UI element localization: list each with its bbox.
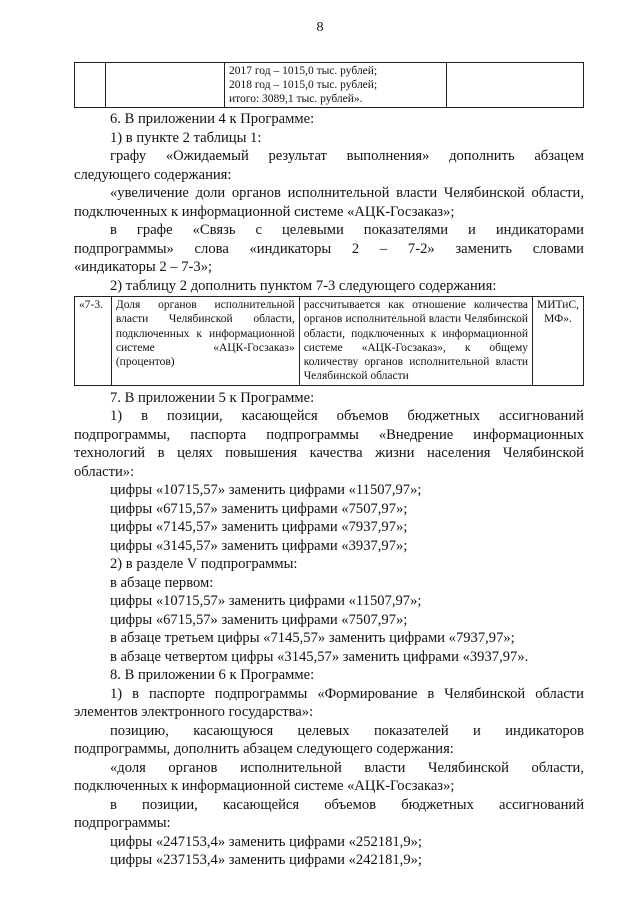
funding-table-values xyxy=(225,63,447,108)
paragraph: цифры «247153,4» заменить цифрами «252181,9»; xyxy=(110,833,422,850)
page-number: 8 xyxy=(316,20,324,35)
paragraph: цифры «10715,57» заменить цифрами «11507,97»; xyxy=(110,482,422,499)
paragraph-line: 1) в позиции, касающейся объемов бюджетных ассигнований xyxy=(110,408,584,425)
paragraph: 2) в разделе V подпрограммы: xyxy=(110,556,298,573)
paragraph: цифры «237153,4» заменить цифрами «242181,9»; xyxy=(110,852,422,869)
paragraph-line: «увеличение доли органов исполнительной власти Челябинской области, xyxy=(110,185,584,201)
paragraph-line: подпрограммы, паспорта подпрограммы «Внедрение информационных xyxy=(74,426,584,443)
paragraph-line: в позиции, касающейся объемов бюджетных ассигнований xyxy=(110,796,584,813)
indicator-number: «7-3. xyxy=(75,297,112,386)
funding-table-col-2 xyxy=(106,63,225,108)
paragraph-line: подпрограммы» слова «индикаторы 2 – 7-2» заменить словами xyxy=(74,240,584,257)
paragraph-line: подключенных к информационной системе «АЦК-Госзаказ»; xyxy=(74,778,455,795)
indicator-7-3-table xyxy=(74,296,584,386)
paragraph-line: элементов электронного государства»: xyxy=(74,704,314,721)
paragraph-line: позицию, касающуюся целевых показателей и индикаторов xyxy=(110,722,584,739)
funding-line: 2017 год – 1015,0 тыс. рублей; xyxy=(229,65,378,77)
paragraph-line: в графе «Связь с целевыми показателями и индикаторами xyxy=(110,222,584,238)
paragraph: 6. В приложении 4 к Программе: xyxy=(110,111,315,127)
paragraph-line: следующего содержания: xyxy=(74,166,232,183)
paragraph-line: подключенных к информационной системе «АЦК-Госзаказ»; xyxy=(74,203,455,220)
paragraph: цифры «3145,57» заменить цифрами «3937,97»; xyxy=(110,537,408,554)
funding-line: итого: 3089,1 тыс. рублей». xyxy=(229,93,363,105)
paragraph: в абзаце четвертом цифры «3145,57» заменить цифрами «3937,97». xyxy=(110,648,529,665)
funding-table-col-1 xyxy=(75,63,106,108)
document-body xyxy=(74,62,584,870)
paragraph: цифры «7145,57» заменить цифрами «7937,97»; xyxy=(110,519,408,536)
paragraph: в абзаце третьем цифры «7145,57» заменить цифрами «7937,97»; xyxy=(110,630,515,647)
indicator-name: Доля органов исполнительной власти Челябинской области, подключенных к информационной системе «АЦК-Госзаказ» (процентов) xyxy=(111,297,299,386)
paragraph-line: графу «Ожидаемый результат выполнения» дополнить абзацем xyxy=(110,148,584,164)
paragraph: цифры «10715,57» заменить цифрами «11507,97»; xyxy=(110,593,422,610)
paragraph: 1) в пункте 2 таблицы 1: xyxy=(110,129,262,146)
funding-line: 2018 год – 1015,0 тыс. рублей; xyxy=(229,79,378,91)
paragraph: 2) таблицу 2 дополнить пунктом 7-3 следующего содержания: xyxy=(110,277,497,294)
paragraph-line: области»: xyxy=(74,463,135,480)
paragraph-line: подпрограммы, дополнить абзацем следующего содержания: xyxy=(74,741,454,758)
paragraph: 7. В приложении 5 к Программе: xyxy=(110,389,315,406)
paragraph-line: 1) в паспорте подпрограммы «Формирование в Челябинской области xyxy=(110,685,584,702)
funding-table-tail xyxy=(74,62,584,108)
paragraph-line: технологий в целях повышения качества жизни населения Челябинской xyxy=(74,445,584,462)
paragraph-line: «индикаторы 2 – 7-3»; xyxy=(74,259,213,275)
paragraph: 8. В приложении 6 к Программе: xyxy=(110,667,315,684)
indicator-responsible: МИТиС, МФ». xyxy=(533,297,584,386)
indicator-calculation: рассчитывается как отношение количества органов исполнительной власти Челябинской области, подключенных к информационной системе «АЦК-Госзаказ», к общему количеству органов исполнительной власти Челябинской области xyxy=(299,297,532,386)
funding-table-col-4 xyxy=(447,63,584,108)
paragraph-line: «доля органов исполнительной власти Челябинской области, xyxy=(110,759,584,776)
table-row xyxy=(75,297,584,386)
paragraph: в абзаце первом: xyxy=(110,574,214,591)
paragraph-line: подпрограммы: xyxy=(74,815,171,832)
paragraph: цифры «6715,57» заменить цифрами «7507,97»; xyxy=(110,611,408,628)
paragraph: цифры «6715,57» заменить цифрами «7507,97»; xyxy=(110,500,408,517)
